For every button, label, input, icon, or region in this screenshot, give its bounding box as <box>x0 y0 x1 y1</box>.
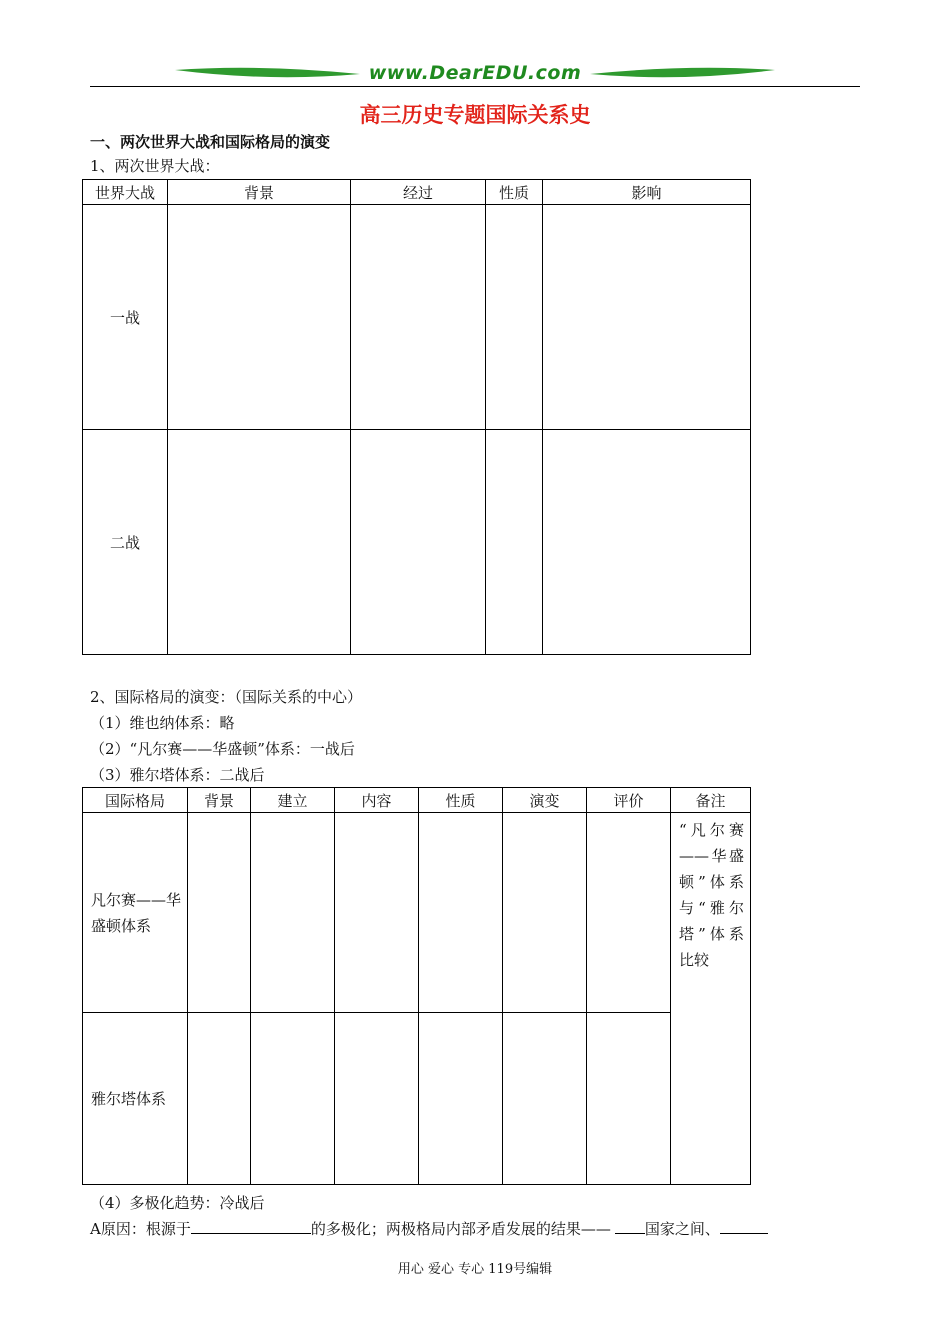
list-item: （3）雅尔塔体系：二战后 <box>90 766 265 784</box>
table-cell <box>419 813 503 1013</box>
section-heading: 一、两次世界大战和国际格局的演变 <box>90 133 331 151</box>
row-label: 一战 <box>83 205 168 430</box>
table-cell <box>335 1013 419 1185</box>
subheading-pattern: 2、国际格局的演变：（国际关系的中心） <box>90 688 363 706</box>
col-header: 性质 <box>419 788 503 813</box>
cause-text: 的多极化；两极格局内部矛盾发展的结果—— <box>310 1220 611 1238</box>
table-cell <box>486 430 543 655</box>
table-cell <box>351 430 486 655</box>
table-cell <box>543 205 751 430</box>
site-banner <box>170 62 780 86</box>
subheading-world-wars: 1、两次世界大战： <box>90 157 220 175</box>
remarks-cell: “凡尔赛——华盛顿”体系与“雅尔塔”体系比较 <box>671 813 751 1185</box>
fill-blank[interactable] <box>615 1219 645 1234</box>
cause-text: A原因：根源于 <box>90 1220 191 1238</box>
table-row <box>83 813 751 1013</box>
table-cell <box>486 205 543 430</box>
col-header: 背景 <box>168 180 351 205</box>
table-cell <box>168 205 351 430</box>
table-cell <box>543 430 751 655</box>
table-cell <box>251 1013 335 1185</box>
table-cell <box>335 813 419 1013</box>
table-row <box>83 430 751 655</box>
international-pattern-table <box>82 787 751 1185</box>
site-url: www.DearEDU.com <box>368 62 582 84</box>
col-header: 国际格局 <box>83 788 188 813</box>
col-header: 世界大战 <box>83 180 168 205</box>
cause-text: 国家之间、 <box>644 1220 720 1238</box>
table-cell <box>168 430 351 655</box>
col-header: 评价 <box>587 788 671 813</box>
table-cell <box>351 205 486 430</box>
table-cell <box>251 813 335 1013</box>
table-cell <box>587 813 671 1013</box>
document-title: 高三历史专题国际关系史 <box>359 103 591 127</box>
col-header: 内容 <box>335 788 419 813</box>
fill-blank[interactable] <box>720 1219 768 1234</box>
list-item: （2）“凡尔赛——华盛顿”体系：一战后 <box>90 740 355 758</box>
row-label: 凡尔赛——华盛顿体系 <box>83 813 188 1013</box>
world-wars-table <box>82 179 751 655</box>
cause-line <box>90 1218 768 1239</box>
table-cell <box>503 1013 587 1185</box>
table-cell <box>503 813 587 1013</box>
list-item: （1）维也纳体系：略 <box>90 714 235 732</box>
list-item: （4）多极化趋势：冷战后 <box>90 1194 265 1212</box>
table-row <box>83 205 751 430</box>
table-cell <box>188 813 251 1013</box>
col-header: 备注 <box>671 788 751 813</box>
table-header-row <box>83 788 751 813</box>
table-cell <box>587 1013 671 1185</box>
col-header: 性质 <box>486 180 543 205</box>
col-header: 建立 <box>251 788 335 813</box>
col-header: 背景 <box>188 788 251 813</box>
col-header: 经过 <box>351 180 486 205</box>
row-label: 二战 <box>83 430 168 655</box>
page-footer: 用心 爱心 专心 119号编辑 <box>397 1262 553 1277</box>
header-rule <box>90 86 860 87</box>
col-header: 演变 <box>503 788 587 813</box>
table-cell <box>188 1013 251 1185</box>
table-cell <box>419 1013 503 1185</box>
fill-blank[interactable] <box>191 1219 311 1234</box>
row-label: 雅尔塔体系 <box>83 1013 188 1185</box>
table-header-row <box>83 180 751 205</box>
col-header: 影响 <box>543 180 751 205</box>
table-row <box>83 1013 751 1185</box>
